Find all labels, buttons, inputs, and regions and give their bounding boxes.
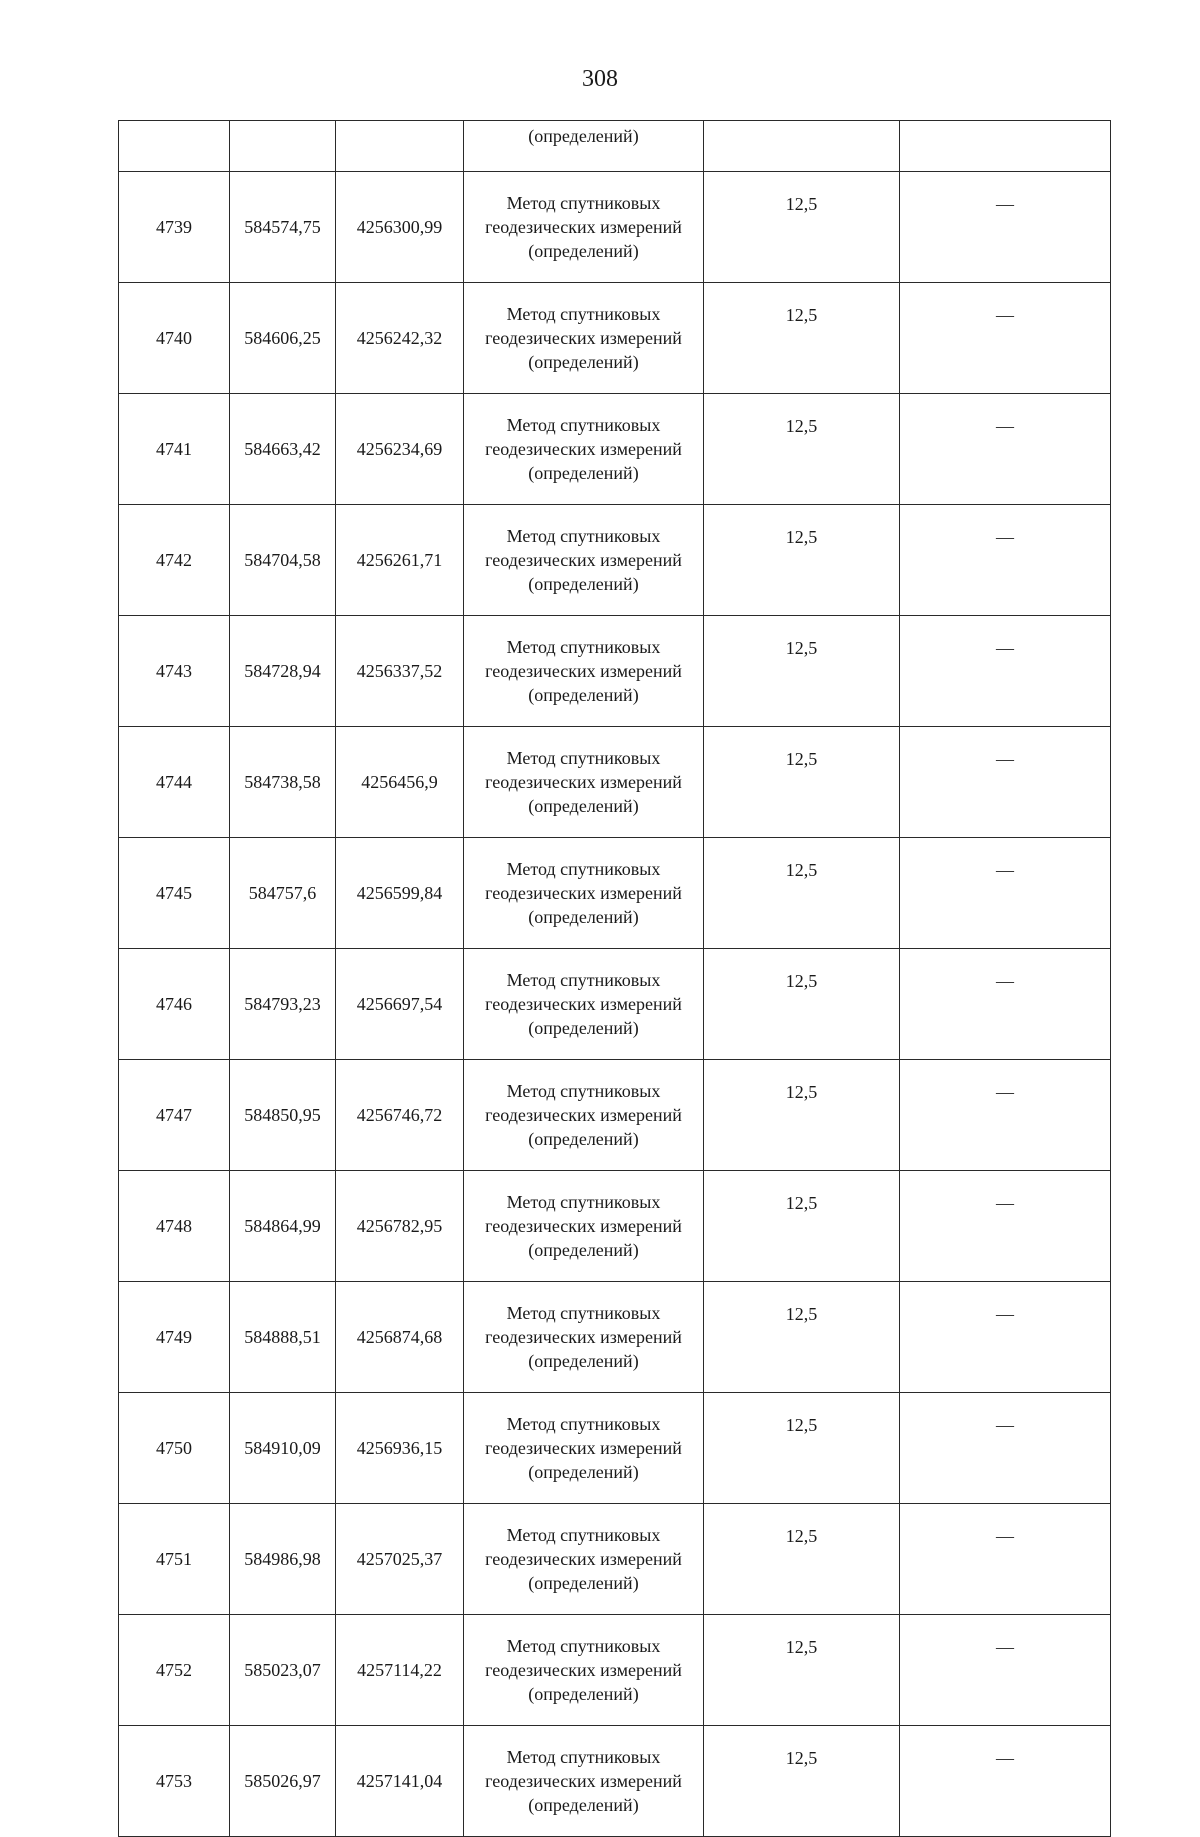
cell-y: 4256782,95 bbox=[336, 1171, 464, 1282]
table-row bbox=[119, 1060, 1111, 1171]
table-row bbox=[119, 1615, 1111, 1726]
cell-accuracy: 12,5 bbox=[704, 1726, 900, 1837]
cell-y: 4256936,15 bbox=[336, 1393, 464, 1504]
cell-note bbox=[900, 121, 1111, 172]
method-line: геодезических измерений bbox=[485, 1549, 682, 1569]
cell-note: — bbox=[900, 1171, 1111, 1282]
cell-y: 4256746,72 bbox=[336, 1060, 464, 1171]
method-line: Метод спутниковых bbox=[506, 1192, 661, 1212]
method-line: Метод спутниковых bbox=[506, 748, 661, 768]
cell-accuracy: 12,5 bbox=[704, 1504, 900, 1615]
cell-y: 4256874,68 bbox=[336, 1282, 464, 1393]
cell-accuracy: 12,5 bbox=[704, 505, 900, 616]
cell-method bbox=[464, 1171, 704, 1282]
method-line: геодезических измерений bbox=[485, 217, 682, 237]
cell-method bbox=[464, 394, 704, 505]
cell-y: 4256234,69 bbox=[336, 394, 464, 505]
cell-point-id: 4746 bbox=[119, 949, 230, 1060]
cell-accuracy: 12,5 bbox=[704, 1282, 900, 1393]
table-row bbox=[119, 283, 1111, 394]
cell-note: — bbox=[900, 394, 1111, 505]
cell-point-id: 4752 bbox=[119, 1615, 230, 1726]
method-line: Метод спутниковых bbox=[506, 637, 661, 657]
method-line: (определений) bbox=[528, 241, 639, 261]
method-line: (определений) bbox=[528, 1351, 639, 1371]
table-row bbox=[119, 616, 1111, 727]
cell-y: 4257141,04 bbox=[336, 1726, 464, 1837]
cell-method bbox=[464, 838, 704, 949]
cell-x: 584704,58 bbox=[230, 505, 336, 616]
method-line: (определений) bbox=[528, 463, 639, 483]
cell-point-id: 4747 bbox=[119, 1060, 230, 1171]
cell-note: — bbox=[900, 727, 1111, 838]
cell-x: 584910,09 bbox=[230, 1393, 336, 1504]
cell-note: — bbox=[900, 616, 1111, 727]
method-line: геодезических измерений bbox=[485, 1327, 682, 1347]
cell-point-id bbox=[119, 121, 230, 172]
cell-accuracy: 12,5 bbox=[704, 616, 900, 727]
table-row bbox=[119, 1504, 1111, 1615]
cell-method: (определений) bbox=[464, 121, 704, 172]
cell-y: 4257025,37 bbox=[336, 1504, 464, 1615]
cell-method bbox=[464, 1615, 704, 1726]
method-line: Метод спутниковых bbox=[506, 970, 661, 990]
cell-x: 584606,25 bbox=[230, 283, 336, 394]
cell-accuracy: 12,5 bbox=[704, 1171, 900, 1282]
cell-y: 4256337,52 bbox=[336, 616, 464, 727]
cell-accuracy: 12,5 bbox=[704, 949, 900, 1060]
cell-note: — bbox=[900, 1393, 1111, 1504]
method-line: Метод спутниковых bbox=[506, 1081, 661, 1101]
cell-method bbox=[464, 1726, 704, 1837]
method-line: геодезических измерений bbox=[485, 883, 682, 903]
cell-note: — bbox=[900, 172, 1111, 283]
method-line: геодезических измерений bbox=[485, 1438, 682, 1458]
continuation-row bbox=[119, 121, 1111, 172]
cell-y: 4256261,71 bbox=[336, 505, 464, 616]
cell-x: 584888,51 bbox=[230, 1282, 336, 1393]
cell-y: 4256242,32 bbox=[336, 283, 464, 394]
page-number: 308 bbox=[582, 66, 618, 92]
method-line: геодезических измерений bbox=[485, 772, 682, 792]
cell-point-id: 4741 bbox=[119, 394, 230, 505]
method-line: Метод спутниковых bbox=[506, 1414, 661, 1434]
cell-x: 584986,98 bbox=[230, 1504, 336, 1615]
cell-method bbox=[464, 616, 704, 727]
method-line: (определений) bbox=[528, 1129, 639, 1149]
cell-point-id: 4749 bbox=[119, 1282, 230, 1393]
cell-note: — bbox=[900, 838, 1111, 949]
method-line: Метод спутниковых bbox=[506, 1636, 661, 1656]
cell-accuracy: 12,5 bbox=[704, 394, 900, 505]
method-line: (определений) bbox=[528, 1462, 639, 1482]
method-line: (определений) bbox=[528, 1795, 639, 1815]
cell-accuracy: 12,5 bbox=[704, 1393, 900, 1504]
cell-x: 584850,95 bbox=[230, 1060, 336, 1171]
cell-method bbox=[464, 1282, 704, 1393]
table-row bbox=[119, 1393, 1111, 1504]
table-row bbox=[119, 1282, 1111, 1393]
method-line: (определений) bbox=[528, 685, 639, 705]
method-line: Метод спутниковых bbox=[506, 526, 661, 546]
cell-method bbox=[464, 172, 704, 283]
method-line: (определений) bbox=[528, 796, 639, 816]
cell-y: 4257114,22 bbox=[336, 1615, 464, 1726]
cell-method bbox=[464, 283, 704, 394]
cell-method bbox=[464, 1504, 704, 1615]
cell-method bbox=[464, 1060, 704, 1171]
cell-x: 584864,99 bbox=[230, 1171, 336, 1282]
cell-method bbox=[464, 727, 704, 838]
table-row bbox=[119, 394, 1111, 505]
method-line: геодезических измерений bbox=[485, 994, 682, 1014]
cell-accuracy: 12,5 bbox=[704, 172, 900, 283]
cell-note: — bbox=[900, 1615, 1111, 1726]
cell-point-id: 4742 bbox=[119, 505, 230, 616]
cell-note: — bbox=[900, 1060, 1111, 1171]
method-line: Метод спутниковых bbox=[506, 415, 661, 435]
table-row bbox=[119, 172, 1111, 283]
cell-point-id: 4748 bbox=[119, 1171, 230, 1282]
cell-x: 584663,42 bbox=[230, 394, 336, 505]
cell-accuracy: 12,5 bbox=[704, 1060, 900, 1171]
method-line: (определений) bbox=[528, 1573, 639, 1593]
cell-x: 584793,23 bbox=[230, 949, 336, 1060]
cell-point-id: 4751 bbox=[119, 1504, 230, 1615]
coordinates-table bbox=[118, 120, 1111, 1837]
method-line: Метод спутниковых bbox=[506, 304, 661, 324]
cell-note: — bbox=[900, 1726, 1111, 1837]
table-row bbox=[119, 505, 1111, 616]
method-line: Метод спутниковых bbox=[506, 193, 661, 213]
method-line: (определений) bbox=[528, 352, 639, 372]
cell-x: 584757,6 bbox=[230, 838, 336, 949]
cell-accuracy: 12,5 bbox=[704, 1615, 900, 1726]
method-line: геодезических измерений bbox=[485, 1105, 682, 1125]
method-line: геодезических измерений bbox=[485, 661, 682, 681]
method-line: геодезических измерений bbox=[485, 550, 682, 570]
cell-note: — bbox=[900, 505, 1111, 616]
table-row bbox=[119, 1171, 1111, 1282]
cell-note: — bbox=[900, 1282, 1111, 1393]
method-line: геодезических измерений bbox=[485, 439, 682, 459]
method-line: (определений) bbox=[528, 907, 639, 927]
cell-point-id: 4750 bbox=[119, 1393, 230, 1504]
cell-y: 4256300,99 bbox=[336, 172, 464, 283]
cell-note: — bbox=[900, 283, 1111, 394]
cell-accuracy: 12,5 bbox=[704, 283, 900, 394]
cell-y: 4256697,54 bbox=[336, 949, 464, 1060]
cell-point-id: 4739 bbox=[119, 172, 230, 283]
table-row bbox=[119, 949, 1111, 1060]
method-line: Метод спутниковых bbox=[506, 1303, 661, 1323]
cell-accuracy: 12,5 bbox=[704, 727, 900, 838]
method-line: геодезических измерений bbox=[485, 1660, 682, 1680]
cell-note: — bbox=[900, 1504, 1111, 1615]
cell-x: 584728,94 bbox=[230, 616, 336, 727]
cell-point-id: 4745 bbox=[119, 838, 230, 949]
method-line: геодезических измерений bbox=[485, 328, 682, 348]
table-row bbox=[119, 1726, 1111, 1837]
cell-method bbox=[464, 949, 704, 1060]
cell-x: 585026,97 bbox=[230, 1726, 336, 1837]
method-line: (определений) bbox=[528, 1684, 639, 1704]
method-line: (определений) bbox=[528, 1240, 639, 1260]
method-line: Метод спутниковых bbox=[506, 859, 661, 879]
cell-accuracy bbox=[704, 121, 900, 172]
method-line: Метод спутниковых bbox=[506, 1747, 661, 1767]
cell-x: 584574,75 bbox=[230, 172, 336, 283]
cell-x: 584738,58 bbox=[230, 727, 336, 838]
cell-point-id: 4743 bbox=[119, 616, 230, 727]
cell-point-id: 4744 bbox=[119, 727, 230, 838]
method-line: Метод спутниковых bbox=[506, 1525, 661, 1545]
cell-y bbox=[336, 121, 464, 172]
table-row bbox=[119, 727, 1111, 838]
cell-x bbox=[230, 121, 336, 172]
cell-method bbox=[464, 1393, 704, 1504]
method-line: геодезических измерений bbox=[485, 1216, 682, 1236]
cell-point-id: 4740 bbox=[119, 283, 230, 394]
method-line: (определений) bbox=[528, 574, 639, 594]
cell-method bbox=[464, 505, 704, 616]
cell-note: — bbox=[900, 949, 1111, 1060]
cell-point-id: 4753 bbox=[119, 1726, 230, 1837]
cell-accuracy: 12,5 bbox=[704, 838, 900, 949]
cell-x: 585023,07 bbox=[230, 1615, 336, 1726]
cell-y: 4256599,84 bbox=[336, 838, 464, 949]
method-line: геодезических измерений bbox=[485, 1771, 682, 1791]
cell-y: 4256456,9 bbox=[336, 727, 464, 838]
table-row bbox=[119, 838, 1111, 949]
method-line: (определений) bbox=[528, 1018, 639, 1038]
